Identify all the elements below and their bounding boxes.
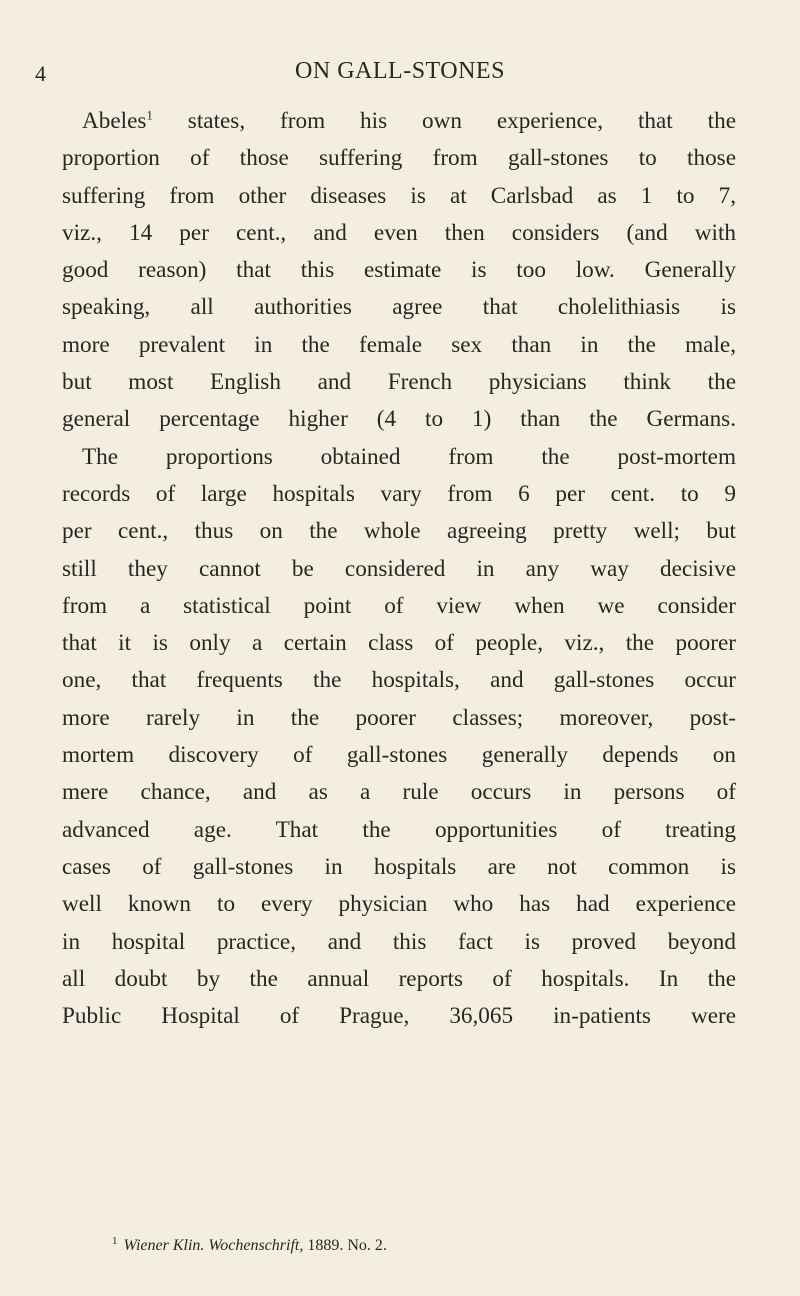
footnote-marker[interactable]: 1 (146, 107, 153, 123)
text-line: advanced age. That the opportunities of treating (62, 816, 736, 843)
text-line: speaking, all authorities agree that cholelithiasis is (62, 294, 736, 321)
text-line: still they cannot be considered in any way decisive (62, 555, 736, 582)
text-line: cases of gall-stones in hospitals are not common is (62, 853, 736, 880)
text-line: one, that frequents the hospitals, and gall-stones occur (62, 667, 736, 694)
text-line: mortem discovery of gall-stones generally depends on (62, 742, 736, 769)
author-name: Abeles (82, 108, 147, 134)
text-line: from a statistical point of view when we consider (62, 592, 736, 619)
text-line: per cent., thus on the whole agreeing pretty well; but (62, 518, 736, 545)
text-line: mere chance, and as a rule occurs in persons of (62, 779, 736, 806)
footnote (112, 1235, 387, 1257)
text-line-paragraph-start: The proportions obtained from the post-mortem (82, 443, 736, 470)
running-head: ON GALL-STONES (295, 58, 505, 84)
text-line-last: Public Hospital of Prague, 36,065 in-patients were (62, 1003, 736, 1030)
first-line-text: states, from his own experience, that the (152, 108, 736, 134)
text-line: well known to every physician who has had experience (62, 891, 736, 918)
page-number: 4 (35, 61, 46, 86)
footnote-citation: 1889. No. 2. (303, 1237, 387, 1254)
text-line: that it is only a certain class of people, viz., the poorer (62, 630, 736, 657)
footnote-journal: Wiener Klin. Wochenschrift, (123, 1237, 304, 1254)
text-line: more prevalent in the female sex than in the male, (62, 331, 736, 358)
text-line: in hospital practice, and this fact is proved beyond (62, 928, 736, 955)
text-line-first (62, 103, 736, 140)
footnote-number: 1 (112, 1234, 118, 1247)
text-line: viz., 14 per cent., and even then considers (and with (62, 219, 736, 246)
text-line: all doubt by the annual reports of hospitals. In the (62, 965, 736, 992)
text-line: good reason) that this estimate is too low. Generally (62, 257, 736, 284)
text-line: proportion of those suffering from gall-stones to those (62, 145, 736, 172)
text-line: general percentage higher (4 to 1) than the Germans. (62, 406, 736, 433)
text-line: more rarely in the poorer classes; moreover, post- (62, 704, 736, 731)
text-line: suffering from other diseases is at Carlsbad as 1 to 7, (62, 182, 736, 209)
body-text (62, 103, 736, 1035)
text-line: records of large hospitals vary from 6 per cent. to 9 (62, 480, 736, 507)
text-line: but most English and French physicians think the (62, 369, 736, 396)
